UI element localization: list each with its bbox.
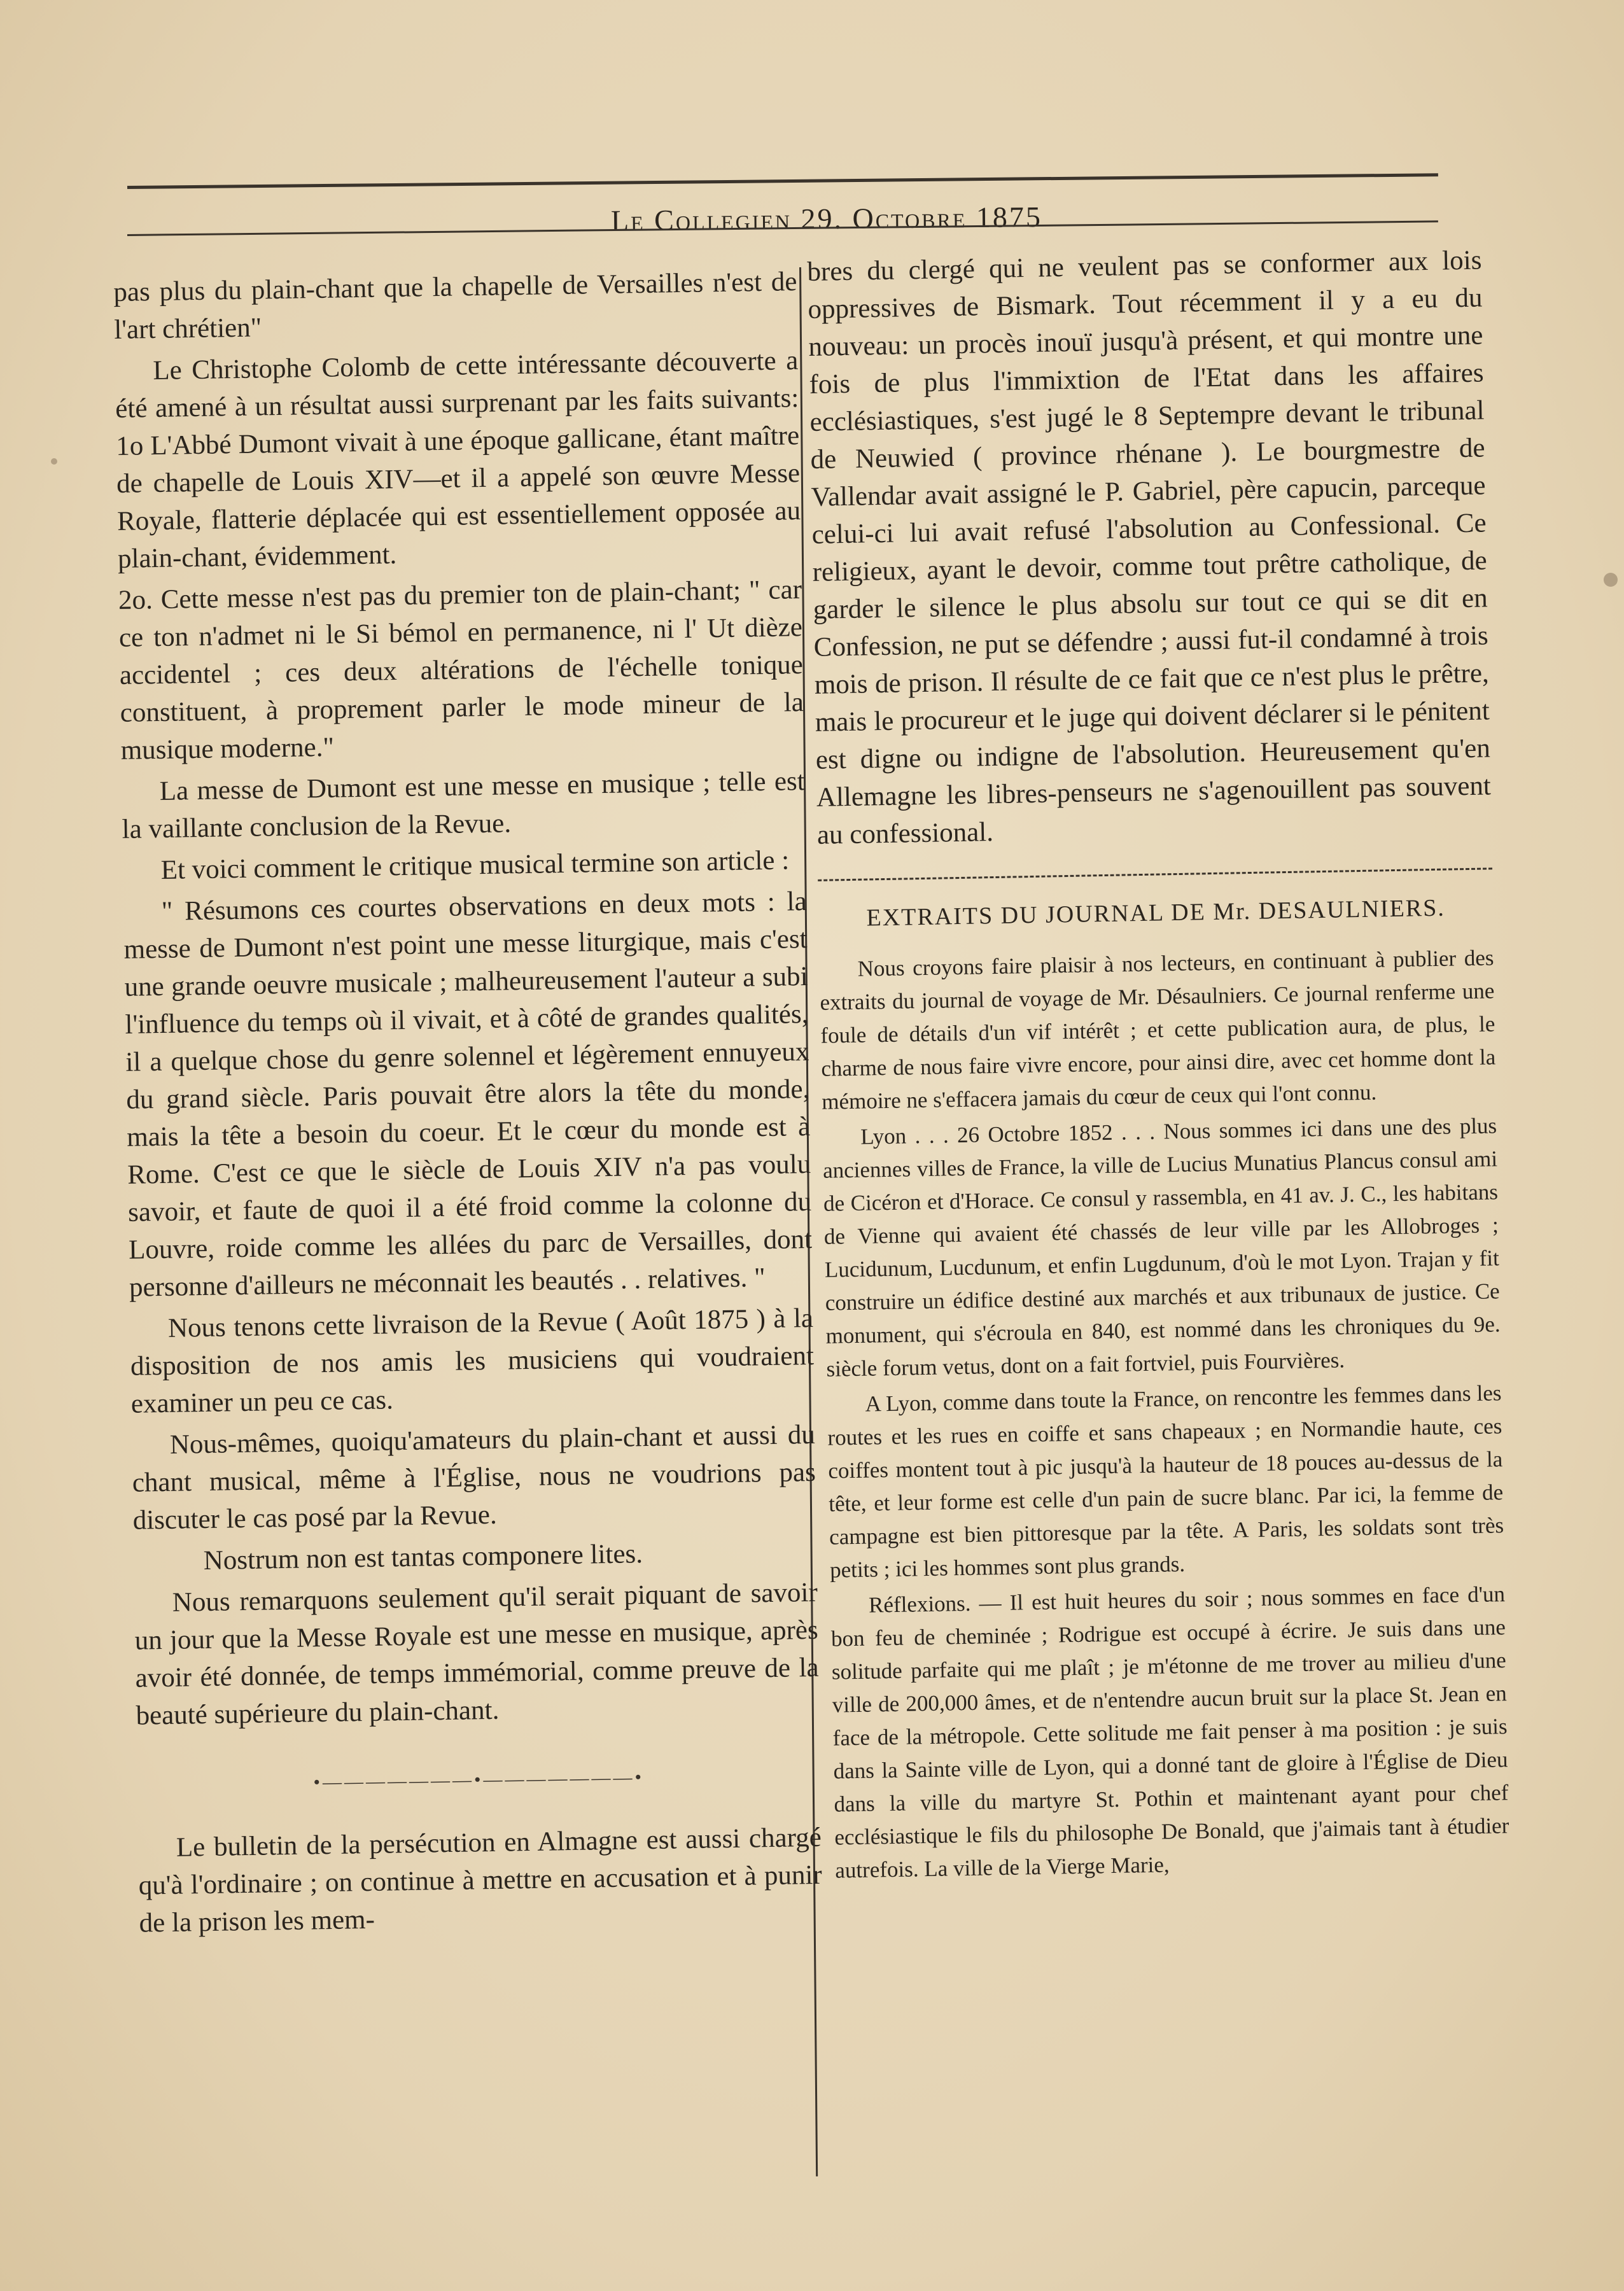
extract-paragraph: Réflexions. — Il est huit heures du soir ; nous sommes en face d'un bon feu de cheminée ; Rodrigue est occupé à écrire. Je suis dans une solitude parfaite qui me plaît ; je m'étonne de me trover au milieu d'une ville de 200,000 âmes, et de n'entendre aucun bruit sur la place St. Jean en face de la métropole. Cette solitude me fait penser à ma position : je suis dans la Sainte ville de Lyon, qui a donné tant de gloire à l'Église de Dieu dans la ville du martyre St. Pothin et maintenant ayant pour chef ecclésiastique le fils du philosophe De Bonald, que j'aimais tant à étudier autrefois. La ville de la Vierge Marie,: [830, 1581, 1509, 1883]
extract-paragraph: Lyon . . . 26 Octobre 1852 . . . Nous sommes ici dans une des plus anciennes villes de France, la ville de Lucius Munatius Plancus consul ami de Cicéron et d'Horace. Ce consul y rassembla, en 41 av. J. C., les habitans de Vienne qui avaient été chassés de leur ville par les Allobroges ; Lucidunum, Lucdunum, et enfin Lugdunum, d'où le mot Lyon. Trajan y fit construire un édifice destiné aux marchés et aux tribunaux de justice. Ce monument, qui s'écroula en 840, est nommé dans les chroniques du 9e. siècle forum vetus, dont on a fait fortviel, puis Fourvières.: [822, 1113, 1501, 1382]
left-paragraph: Le bulletin de la persécution en Almagne est aussi chargé qu'à l'ordinaire ; on continue à mettre en accusation et à punir de la prison les mem-: [138, 1822, 823, 1938]
left-paragraph: pas plus du plain-chant que la chapelle de Versailles n'est de l'art chrétien": [113, 267, 797, 345]
right-paragraph: bres du clergé qui ne veulent pas se conformer aux lois oppressives de Bismark. Tout récemment il y a eu du nouveau: un procès inouï jusqu'à présent, et qui montre une fois de plus l'immixtion de l'Etat dans les affaires ecclésiastiques, s'est jugé le 8 Septempre devant le tribunal de Neuwied ( province rhénane ). Le bourgmestre de Vallendar avait assigné le P. Gabriel, père capucin, parceque celui-ci lui avait refusé l'absolution au Confessional. Ce religieux, ayant le devoir, comme tout prêtre catholique, de garder le silence le plus absolu sur tout ce qui se dit en Confession, ne put se défendre ; aussi fut-il condamné à trois mois de prison. Il résulte de ce fait que ce n'est plus le prêtre, mais le procureur et le juge qui doivent déclarer si le pénitent est digne ou indigne de l'absolution. Heureusement qu'en Allemagne les libres-penseurs ne s'agenouillent pas souvent au confessional.: [807, 245, 1492, 850]
extract-paragraph: A Lyon, comme dans toute la France, on rencontre les femmes dans les routes et les rues en coiffe et sans chapeaux ; en Normandie haute, ces coiffes montent tout à pic jusqu'à la hauteur de 18 pouces au-dessus de la tête, et leur forme est celle d'un pain de sucre blanc. Par ici, la femme de campagne est bien pittoresque par la tête. A Paris, les soldats sont très petits ; ici les hommes sont plus grands.: [827, 1380, 1504, 1583]
running-head: Le Collegien 29. Octobre 1875: [610, 200, 1043, 237]
paper-stain: [51, 458, 57, 465]
left-paragraph: Et voici comment le critique musical termine son article :: [160, 845, 790, 885]
left-paragraph: La messe de Dumont est une messe en musique ; telle est la vaillante conclusion de la Revue.: [122, 766, 806, 844]
section-divider: [818, 867, 1492, 881]
left-paragraph: Nous-mêmes, quoiqu'amateurs du plain-chant et aussi du chant musical, même à l'Église, nous ne voudrions pas discuter le cas posé par la Revue.: [132, 1419, 816, 1536]
left-paragraph: " Résumons ces courtes observations en deux mots : la messe de Dumont n'est point une messe liturgique, mais c'est une grande oeuvre musicale ; malheureusement l'auteur a subi l'influence du temps où il vivait, et à côté de grandes qualités, il a quelque chose du genre solennel et légèrement ennuyeux du grand siècle. Paris pouvait être alors la tête du monde, mais la tête a besoin du coeur. Et le cœur du monde est à Rome. C'est ce que le siècle de Louis XIV n'a pas voulu savoir, et faute de quoi il a été froid comme la colonne du Louvre, roide comme les allées du parc de Versailles, dont personne d'ailleurs ne méconnait les beautés . . relatives. ": [123, 886, 813, 1303]
left-column: [113, 263, 823, 1946]
header-rule-top: [127, 173, 1438, 189]
left-paragraph: Le Christophe Colomb de cette intéressante découverte a été amené à un résultat aussi surprenant par les faits suivants: 1o L'Abbé Dumont vivait à une époque gallicane, étant maître de chapelle de Louis XIV—et il a appelé son œuvre Messe Royale, flatterie déplacée qui est essentiellement opposée au plain-chant, évidemment.: [115, 346, 801, 574]
extract-paragraph: Nous croyons faire plaisir à nos lecteurs, en continuant à publier des extraits du journal de voyage de Mr. Désaulniers. Ce journal renferme une foule de détails d'un vif intérêt ; et cette publication aura, de plus, le charme de nous faire vivre encore, pour ainsi dire, avec cet homme dont la mémoire ne s'effacera jamais du cœur de ceux qui l'ont connu.: [820, 945, 1496, 1114]
right-column: [807, 242, 1510, 1890]
extract-body: [819, 941, 1509, 1887]
left-paragraph: 2o. Cette messe n'est pas du premier ton de plain-chant; " car ce ton n'admet ni le Si bémol en permanence, ni l' Ut dièze accidentel ; ces deux altérations de l'échelle tonique constituent, à proprement parler le mode mineur de la musique moderne.": [118, 575, 804, 766]
extract-title: EXTRAITS DU JOURNAL DE Mr. DESAULNIERS.: [866, 894, 1446, 932]
left-paragraph: Nous tenons cette livraison de la Revue ( Août 1875 ) à la disposition de nos amis les musiciens qui voudraient examiner un peu ce cas.: [130, 1303, 815, 1419]
latin-quote: Nostrum non est tantas componere lites.: [203, 1539, 643, 1576]
left-paragraph: Nous remarquons seulement qu'il serait piquant de savoir un jour que la Messe Royale est une messe en musique, après avoir été donnée, de temps immémorial, comme preuve de la beauté supérieure du plain-chant.: [134, 1577, 819, 1731]
section-ornament: •———————•———————•: [313, 1767, 645, 1793]
paper-stain: [1604, 573, 1618, 587]
